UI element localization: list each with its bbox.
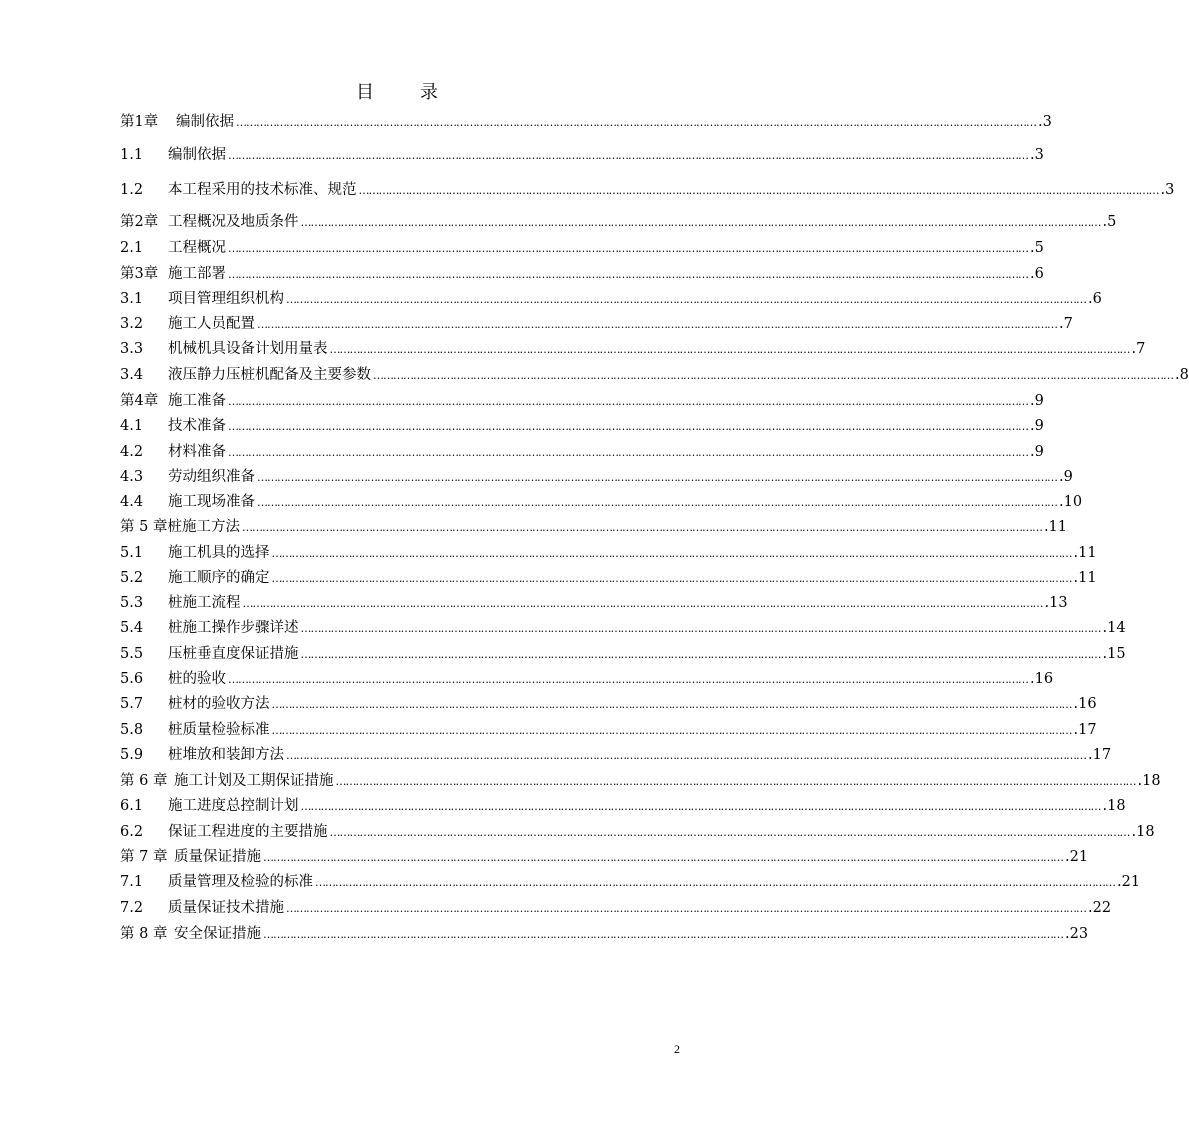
toc-leader-dots: ……………………………………………………………………………………………………………………………………………………………………………………………………………………	[286, 749, 1086, 762]
toc-entry-page: .3	[1038, 114, 1052, 130]
toc-entry-label: 施工准备	[168, 393, 226, 409]
toc-leader-dots: ……………………………………………………………………………………………………………………………………………………………………………………………………………………	[228, 268, 1028, 281]
toc-entry[interactable]	[120, 898, 1112, 918]
toc-leader-dots: ……………………………………………………………………………………………………………………………………………………………………………………………………………………	[329, 826, 1130, 839]
toc-entry-label: 桩质量检验标准	[168, 722, 270, 738]
toc-entry-label: 施工人员配置	[168, 316, 255, 332]
toc-entry[interactable]	[120, 391, 1044, 411]
toc-entry[interactable]	[120, 264, 1044, 284]
toc-leader-dots: ……………………………………………………………………………………………………………………………………………………………………………………………………………………	[300, 800, 1101, 813]
toc-entry-page: .9	[1030, 393, 1044, 409]
toc-entry[interactable]	[120, 593, 1068, 613]
toc-entry[interactable]	[120, 339, 1146, 359]
toc-entry-page: .18	[1102, 798, 1126, 814]
toc-entry-number: 6.2	[120, 824, 144, 840]
toc-entry-page: .9	[1030, 444, 1044, 460]
toc-entry-page: .18	[1137, 773, 1161, 789]
toc-entry-page: .5	[1102, 214, 1117, 230]
toc-entry-label: 施工机具的选择	[168, 545, 270, 561]
toc-entry[interactable]	[120, 180, 1175, 200]
toc-leader-dots: ……………………………………………………………………………………………………………………………………………………………………………………………………………………	[335, 775, 1136, 788]
toc-entry-number: 1.2	[120, 182, 144, 198]
toc-entry-number: 第 5 章	[120, 519, 168, 535]
toc-entry-page: .15	[1102, 646, 1126, 662]
toc-title: 目 录	[356, 82, 452, 103]
toc-entry-label: 桩材的验收方法	[168, 696, 270, 712]
toc-entry[interactable]	[120, 416, 1044, 436]
toc-entry-number: 第2章	[120, 214, 159, 230]
toc-entry-label: 桩施工流程	[168, 595, 241, 611]
toc-entry-number: 3.2	[120, 316, 144, 332]
toc-leader-dots: ……………………………………………………………………………………………………………………………………………………………………………………………………………………	[271, 724, 1072, 737]
toc-entry-page: .9	[1059, 469, 1073, 485]
toc-entry-label: 施工现场准备	[168, 494, 255, 510]
toc-leader-dots: ……………………………………………………………………………………………………………………………………………………………………………………………………………………	[228, 242, 1028, 255]
toc-leader-dots: ……………………………………………………………………………………………………………………………………………………………………………………………………………………	[228, 446, 1028, 459]
toc-leader-dots: ……………………………………………………………………………………………………………………………………………………………………………………………………………………	[358, 184, 1159, 197]
toc-entry-page: .14	[1102, 620, 1126, 636]
toc-entry-number: 第1章	[120, 114, 159, 130]
toc-entry-page: .21	[1117, 874, 1141, 890]
toc-entry-number: 4.3	[120, 469, 144, 485]
toc-entry[interactable]	[120, 694, 1097, 714]
toc-entry-page: .7	[1059, 316, 1073, 332]
toc-entry-number: 第 7 章	[120, 849, 168, 865]
toc-entry-label: 保证工程进度的主要措施	[168, 824, 328, 840]
toc-entry-page: .22	[1088, 900, 1112, 916]
toc-entry[interactable]	[120, 618, 1126, 638]
toc-entry[interactable]	[120, 543, 1097, 563]
toc-entry-number: 第3章	[120, 266, 159, 282]
toc-entry-number: 3.4	[120, 367, 144, 383]
toc-leader-dots: ……………………………………………………………………………………………………………………………………………………………………………………………………………………	[263, 851, 1063, 864]
toc-leader-dots: ……………………………………………………………………………………………………………………………………………………………………………………………………………………	[300, 216, 1101, 229]
toc-entry-number: 3.3	[120, 341, 144, 357]
toc-entry-label: 质量管理及检验的标准	[168, 874, 313, 890]
toc-entry-page: .18	[1131, 824, 1155, 840]
toc-entry-label: 编制依据	[176, 114, 234, 130]
toc-entry-label: 质量保证技术措施	[168, 900, 284, 916]
toc-leader-dots: ……………………………………………………………………………………………………………………………………………………………………………………………………………………	[329, 343, 1130, 356]
toc-entry-label: 技术准备	[168, 418, 226, 434]
toc-leader-dots: ……………………………………………………………………………………………………………………………………………………………………………………………………………………	[257, 496, 1057, 509]
toc-leader-dots: ……………………………………………………………………………………………………………………………………………………………………………………………………………………	[236, 116, 1036, 129]
toc-entry[interactable]	[120, 720, 1097, 740]
toc-entry-page: .11	[1043, 519, 1068, 535]
toc-entry-number: 5.5	[120, 646, 144, 662]
toc-entry-number: 第4章	[120, 393, 159, 409]
toc-entry[interactable]	[120, 847, 1089, 867]
toc-entry-page: .6	[1088, 291, 1102, 307]
toc-entry-page: .17	[1073, 722, 1097, 738]
toc-leader-dots: ……………………………………………………………………………………………………………………………………………………………………………………………………………………	[242, 597, 1043, 610]
toc-entry-page: .11	[1073, 545, 1097, 561]
toc-leader-dots: ……………………………………………………………………………………………………………………………………………………………………………………………………………………	[241, 521, 1042, 534]
toc-entry[interactable]	[120, 796, 1126, 816]
toc-entry-number: 7.2	[120, 900, 144, 916]
toc-entry-number: 5.8	[120, 722, 144, 738]
toc-entry-page: .3	[1160, 182, 1175, 198]
toc-entry-page: .6	[1030, 266, 1044, 282]
toc-entry-label: 施工计划及工期保证措施	[174, 773, 334, 789]
toc-entry[interactable]	[120, 212, 1117, 232]
toc-entry-label: 桩施工方法	[167, 519, 240, 535]
toc-entry[interactable]	[120, 467, 1073, 487]
toc-entry[interactable]	[120, 745, 1112, 765]
toc-leader-dots: ……………………………………………………………………………………………………………………………………………………………………………………………………………………	[257, 471, 1057, 484]
toc-entry-label: 本工程采用的技术标准、规范	[168, 182, 357, 198]
toc-entry-label: 材料准备	[168, 444, 226, 460]
toc-entry-page: .16	[1073, 696, 1097, 712]
toc-entry-number: 5.6	[120, 671, 144, 687]
toc-leader-dots: ……………………………………………………………………………………………………………………………………………………………………………………………………………………	[286, 902, 1086, 915]
toc-entry[interactable]	[120, 365, 1189, 385]
toc-entry-number: 4.2	[120, 444, 144, 460]
toc-entry[interactable]	[120, 771, 1161, 791]
toc-entry[interactable]	[120, 924, 1089, 944]
toc-entry-page: .3	[1030, 147, 1044, 163]
toc-entry-page: .10	[1059, 494, 1083, 510]
toc-entry-number: 4.1	[120, 418, 144, 434]
toc-entry-label: 压桩垂直度保证措施	[168, 646, 299, 662]
toc-entry[interactable]	[120, 644, 1126, 664]
toc-entry-label: 质量保证措施	[174, 849, 261, 865]
toc-entry-label: 桩施工操作步骤详述	[168, 620, 299, 636]
toc-leader-dots: ……………………………………………………………………………………………………………………………………………………………………………………………………………………	[228, 149, 1028, 162]
toc-leader-dots: ……………………………………………………………………………………………………………………………………………………………………………………………………………………	[271, 572, 1072, 585]
toc-leader-dots: ……………………………………………………………………………………………………………………………………………………………………………………………………………………	[228, 395, 1028, 408]
toc-entry[interactable]	[120, 238, 1044, 258]
toc-leader-dots: ……………………………………………………………………………………………………………………………………………………………………………………………………………………	[271, 547, 1072, 560]
toc-entry-number: 5.4	[120, 620, 144, 636]
toc-entry-page: .7	[1131, 341, 1146, 357]
toc-entry[interactable]	[120, 112, 1052, 132]
toc-entry-page: .11	[1073, 570, 1097, 586]
toc-leader-dots: ……………………………………………………………………………………………………………………………………………………………………………………………………………………	[373, 369, 1173, 382]
toc-entry-label: 编制依据	[168, 147, 226, 163]
toc-entry[interactable]	[120, 517, 1068, 537]
toc-entry-page: .13	[1044, 595, 1068, 611]
toc-entry-page: .9	[1030, 418, 1044, 434]
toc-entry-number: 5.3	[120, 595, 144, 611]
toc-leader-dots: ……………………………………………………………………………………………………………………………………………………………………………………………………………………	[315, 876, 1115, 889]
toc-entry[interactable]	[120, 669, 1054, 689]
toc-entry-label: 安全保证措施	[174, 926, 261, 942]
toc-entry-label: 项目管理组织机构	[168, 291, 284, 307]
toc-entry-label: 工程概况及地质条件	[168, 214, 299, 230]
toc-entry[interactable]	[120, 492, 1083, 512]
toc-entry[interactable]	[120, 872, 1141, 892]
toc-entry-page: .5	[1030, 240, 1044, 256]
toc-entry-page: .23	[1065, 926, 1089, 942]
toc-entry[interactable]	[120, 568, 1097, 588]
toc-leader-dots: ……………………………………………………………………………………………………………………………………………………………………………………………………………………	[257, 318, 1057, 331]
toc-leader-dots: ……………………………………………………………………………………………………………………………………………………………………………………………………………………	[300, 622, 1101, 635]
toc-leader-dots: ……………………………………………………………………………………………………………………………………………………………………………………………………………………	[271, 698, 1072, 711]
toc-leader-dots: ……………………………………………………………………………………………………………………………………………………………………………………………………………………	[228, 673, 1028, 686]
toc-entry-number: 2.1	[120, 240, 144, 256]
toc-entry[interactable]	[120, 289, 1102, 309]
toc-entry-page: .21	[1065, 849, 1089, 865]
page-number: 2	[674, 1042, 680, 1056]
toc-entry-label: 施工进度总控制计划	[168, 798, 299, 814]
toc-entry-label: 桩堆放和装卸方法	[168, 747, 284, 763]
toc-leader-dots: ……………………………………………………………………………………………………………………………………………………………………………………………………………………	[300, 648, 1101, 661]
toc-entry-number: 5.7	[120, 696, 144, 712]
toc-entry-label: 桩的验收	[168, 671, 226, 687]
toc-entry-page: .16	[1030, 671, 1054, 687]
toc-leader-dots: ……………………………………………………………………………………………………………………………………………………………………………………………………………………	[228, 420, 1028, 433]
toc-entry-label: 施工顺序的确定	[168, 570, 270, 586]
toc-entry-number: 5.9	[120, 747, 144, 763]
toc-entry-page: .8	[1175, 367, 1189, 383]
toc-entry-label: 机械机具设备计划用量表	[168, 341, 328, 357]
toc-entry-number: 7.1	[120, 874, 144, 890]
toc-entry[interactable]	[120, 822, 1155, 842]
toc-entry-page: .17	[1088, 747, 1112, 763]
toc-entry-number: 6.1	[120, 798, 144, 814]
toc-entry[interactable]	[120, 314, 1073, 334]
toc-entry[interactable]	[120, 145, 1044, 165]
toc-entry-label: 工程概况	[168, 240, 226, 256]
toc-entry-number: 第 6 章	[120, 773, 168, 789]
toc-entry-number: 第 8 章	[120, 926, 168, 942]
toc-leader-dots: ……………………………………………………………………………………………………………………………………………………………………………………………………………………	[263, 928, 1063, 941]
toc-entry-number: 3.1	[120, 291, 144, 307]
toc-entry-label: 液压静力压桩机配备及主要参数	[168, 367, 371, 383]
toc-entry-number: 1.1	[120, 147, 144, 163]
toc-entry-label: 劳动组织准备	[168, 469, 255, 485]
toc-leader-dots: ……………………………………………………………………………………………………………………………………………………………………………………………………………………	[286, 293, 1086, 306]
toc-entry-number: 5.2	[120, 570, 144, 586]
toc-entry-number: 4.4	[120, 494, 144, 510]
toc-entry[interactable]	[120, 442, 1044, 462]
toc-entry-number: 5.1	[120, 545, 144, 561]
toc-entry-label: 施工部署	[168, 266, 226, 282]
